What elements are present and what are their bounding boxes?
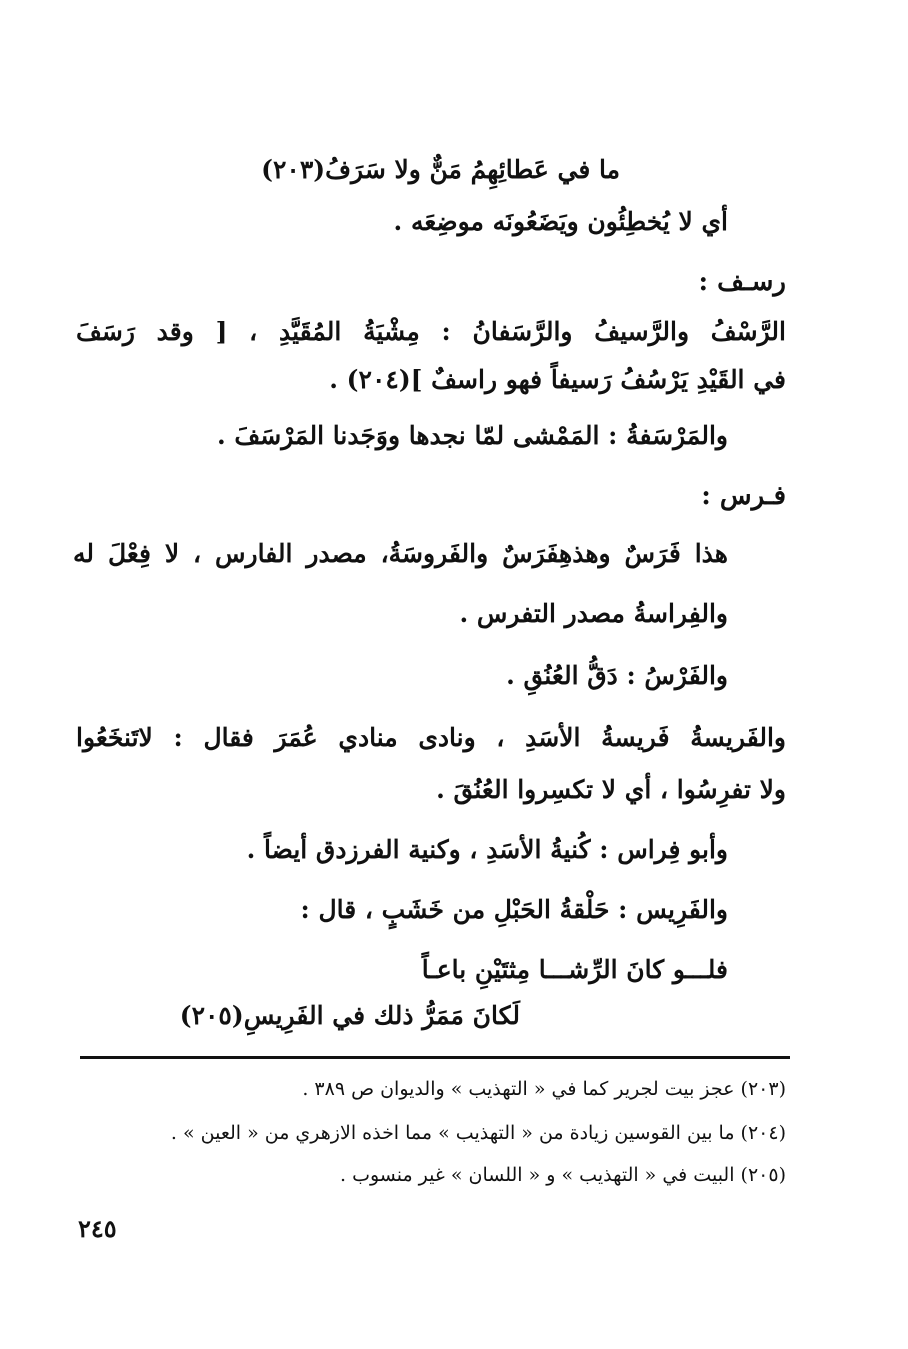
text-line: والمَرْسَفةُ : المَمْشى لمّا نجدها ووَجَدنا المَرْسَفَ . [217,421,728,450]
text-line: وأبو فِراس : كُنيةُ الأسَدِ ، وكنية الفرزدق أيضاً . [246,835,728,864]
text-line: في القَيْدِ يَرْسُفُ رَسيفاً فهو راسفٌ ](٢٠٤) . [329,365,786,394]
text-line: ولا تفرِسُوا ، أي لا تكسِروا العُنُقَ . [436,775,786,804]
page-number: ٢٤٥ [78,1214,117,1243]
entry-heading: فـرس : [701,481,786,511]
footnote: (٢٠٤) ما بين القوسين زيادة من « التهذيب » مما اخذه الازهري من « العين » . [170,1122,786,1144]
verse-line: فلـــو كانَ الرِّشـــا مِثتَيْنِ باعـاً [421,955,728,984]
text-line: الرَّسْفُ والرَّسيفُ والرَّسَفانُ : مِشْيَةُ المُقَيَّدِ ، [ وقد رَسَفَ [76,317,786,346]
verse-line: ما في عَطائِهِمُ مَنٌّ ولا سَرَفُ(٢٠٣) [261,155,620,184]
text-line: والفَريسةُ فَريسةُ الأسَدِ ، ونادى منادي عُمَرَ فقال : لاتَنخَعُوا [76,723,786,752]
verse-line: لَكانَ مَمَرُّ ذلك في الفَرِيسِ(٢٠٥) [179,1001,520,1030]
text-line: والفَرِيس : حَلْقةُ الحَبْلِ من خَشَبٍ ، قال : [300,895,728,924]
footnote-divider [80,1056,790,1059]
entry-heading: رسـف : [698,267,786,297]
text-line: والفِراسةُ مصدر التفرس . [459,599,728,628]
footnote: (٢٠٥) البيت في « التهذيب » و « اللسان » غير منسوب . [340,1164,786,1186]
text-line: هذا فَرَسٌ وهذهِفَرَسٌ والفَروسَةُ، مصدر الفارس ، لا فِعْلَ له [73,539,728,568]
text-line: أي لا يُخطِئُون ويَضَعُونَه موضِعَه . [393,207,728,236]
text-line: والفَرْسُ : دَقُّ العُنُقِ . [506,661,728,690]
footnote: (٢٠٣) عجز بيت لجرير كما في « التهذيب » والديوان ص ٣٨٩ . [302,1078,786,1100]
